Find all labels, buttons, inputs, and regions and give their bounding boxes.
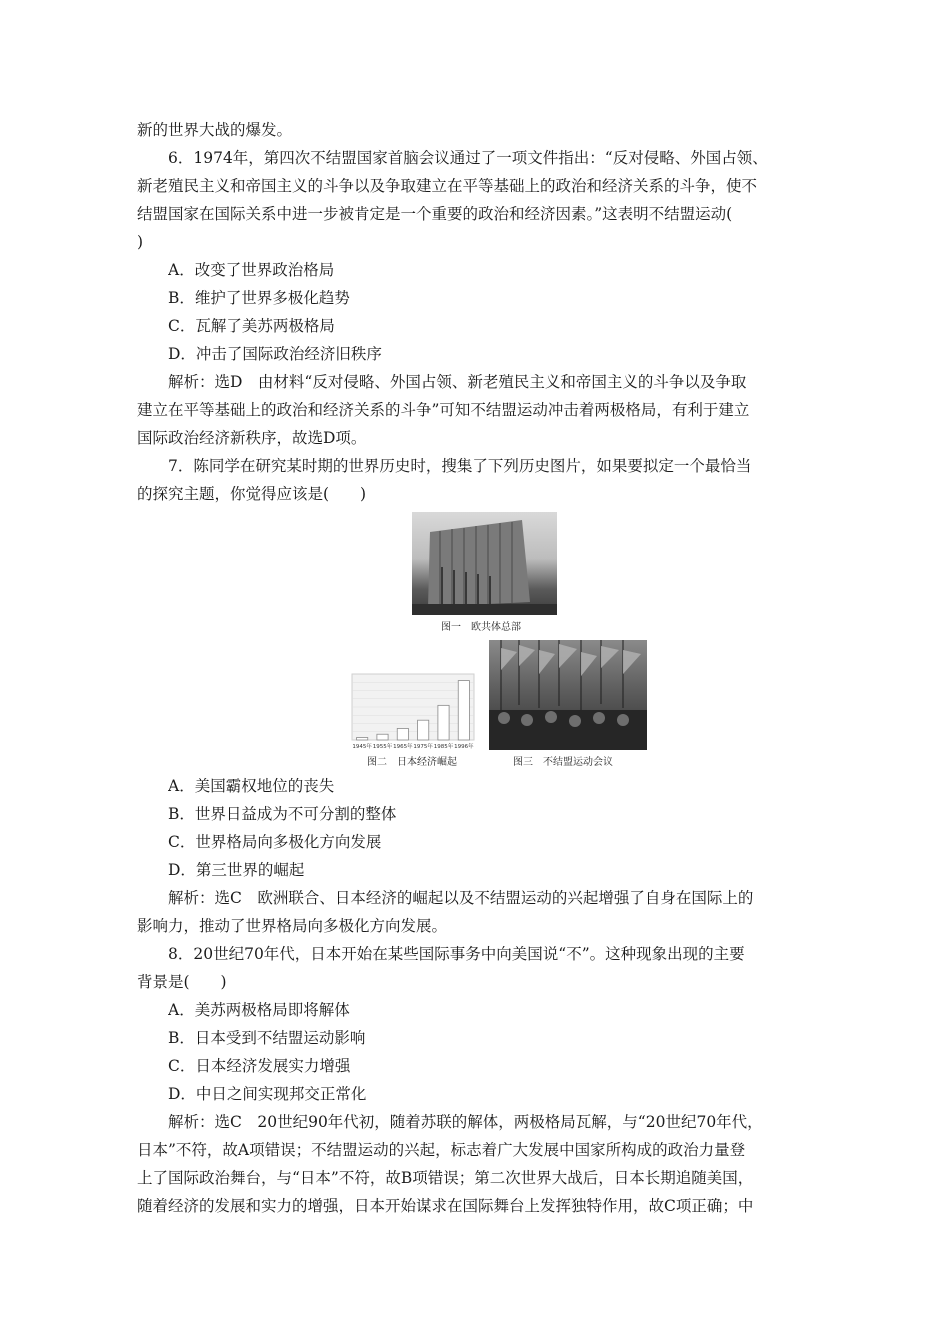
text-line: ) bbox=[137, 233, 144, 251]
chart-bar bbox=[418, 720, 429, 740]
text-line: 随着经济的发展和实力的增强，日本开始谋求在国际舞台上发挥独特作用，故C项正确；中 bbox=[137, 1197, 754, 1215]
analysis-7: 解析：选C 欧洲联合、日本经济的崛起以及不结盟运动的兴起增强了自身在国际上的 bbox=[168, 889, 754, 907]
question-8-stem: 8．20世纪70年代，日本开始在某些国际事务中向美国说“不”。这种现象出现的主要 bbox=[168, 945, 745, 963]
text-line: 背景是( ) bbox=[137, 973, 227, 991]
chart-tick-label: 1955年 bbox=[372, 744, 393, 750]
option-b: B．世界日益成为不可分割的整体 bbox=[168, 805, 397, 823]
figure-3-caption: 图三 不结盟运动会议 bbox=[513, 757, 613, 768]
chart-tick-label: 1965年 bbox=[393, 744, 413, 750]
option-b: B．日本受到不结盟运动影响 bbox=[168, 1029, 366, 1047]
chart-tick-label: 1945年 bbox=[352, 744, 372, 750]
option-b: B．维护了世界多极化趋势 bbox=[168, 289, 350, 307]
text-line: 新老殖民主义和帝国主义的斗争以及争取建立在平等基础上的政治和经济关系的斗争，使不 bbox=[137, 177, 758, 195]
option-d: D．第三世界的崛起 bbox=[168, 861, 305, 879]
chart-bar bbox=[357, 738, 368, 740]
chart-svg bbox=[346, 670, 478, 752]
figure-2-caption: 图二 日本经济崛起 bbox=[367, 757, 457, 768]
option-c: C．日本经济发展实力增强 bbox=[168, 1057, 351, 1075]
chart-bar bbox=[438, 705, 449, 740]
analysis-6: 解析：选D 由材料“反对侵略、外国占领、新老殖民主义和帝国主义的斗争以及争取 bbox=[168, 373, 747, 391]
text-line: 新的世界大战的爆发。 bbox=[137, 121, 293, 139]
text-line: 结盟国家在国际关系中进一步被肯定是一个重要的政治和经济因素。”这表明不结盟运动( bbox=[137, 205, 733, 223]
option-c: C．瓦解了美苏两极格局 bbox=[168, 317, 335, 335]
chart-tick-label: 1975年 bbox=[413, 744, 433, 750]
ec-headquarters-photo bbox=[412, 512, 557, 615]
japan-economy-chart bbox=[346, 670, 478, 752]
option-a: A．美国霸权地位的丧失 bbox=[168, 777, 335, 795]
chart-bar bbox=[377, 734, 388, 740]
text-line: 的探究主题，你觉得应该是( ) bbox=[137, 485, 367, 503]
chart-bar bbox=[458, 681, 469, 740]
figure-1-caption: 图一 欧共体总部 bbox=[441, 622, 521, 633]
option-d: D．中日之间实现邦交正常化 bbox=[168, 1085, 367, 1103]
non-aligned-conference-photo bbox=[489, 640, 647, 750]
option-d: D．冲击了国际政治经济旧秩序 bbox=[168, 345, 382, 363]
analysis-8: 解析：选C 20世纪90年代初，随着苏联的解体，两极格局瓦解，与“20世纪70年代， bbox=[168, 1113, 763, 1131]
question-7-stem: 7．陈同学在研究某时期的世界历史时，搜集了下列历史图片，如果要拟定一个最恰当 bbox=[168, 457, 752, 475]
chart-tick-label: 1985年 bbox=[433, 744, 454, 750]
option-c: C．世界格局向多极化方向发展 bbox=[168, 833, 382, 851]
option-a: A．美苏两极格局即将解体 bbox=[168, 1001, 350, 1019]
chart-tick-label: 1996年 bbox=[454, 744, 474, 750]
text-line: 上了国际政治舞台，与“日本”不符，故B项错误；第二次世界大战后，日本长期追随美国， bbox=[137, 1169, 754, 1187]
text-line: 影响力，推动了世界格局向多极化方向发展。 bbox=[137, 917, 448, 935]
text-line: 建立在平等基础上的政治和经济关系的斗争”可知不结盟运动冲击着两极格局，有利于建立 bbox=[137, 401, 750, 419]
text-line: 国际政治经济新秩序，故选D项。 bbox=[137, 429, 367, 447]
chart-bar bbox=[397, 728, 408, 740]
option-a: A．改变了世界政治格局 bbox=[168, 261, 335, 279]
question-6-stem: 6．1974年，第四次不结盟国家首脑会议通过了一项文件指出：“反对侵略、外国占领、 bbox=[168, 149, 768, 167]
text-line: 日本”不符，故A项错误；不结盟运动的兴起，标志着广大发展中国家所构成的政治力量登 bbox=[137, 1141, 746, 1159]
